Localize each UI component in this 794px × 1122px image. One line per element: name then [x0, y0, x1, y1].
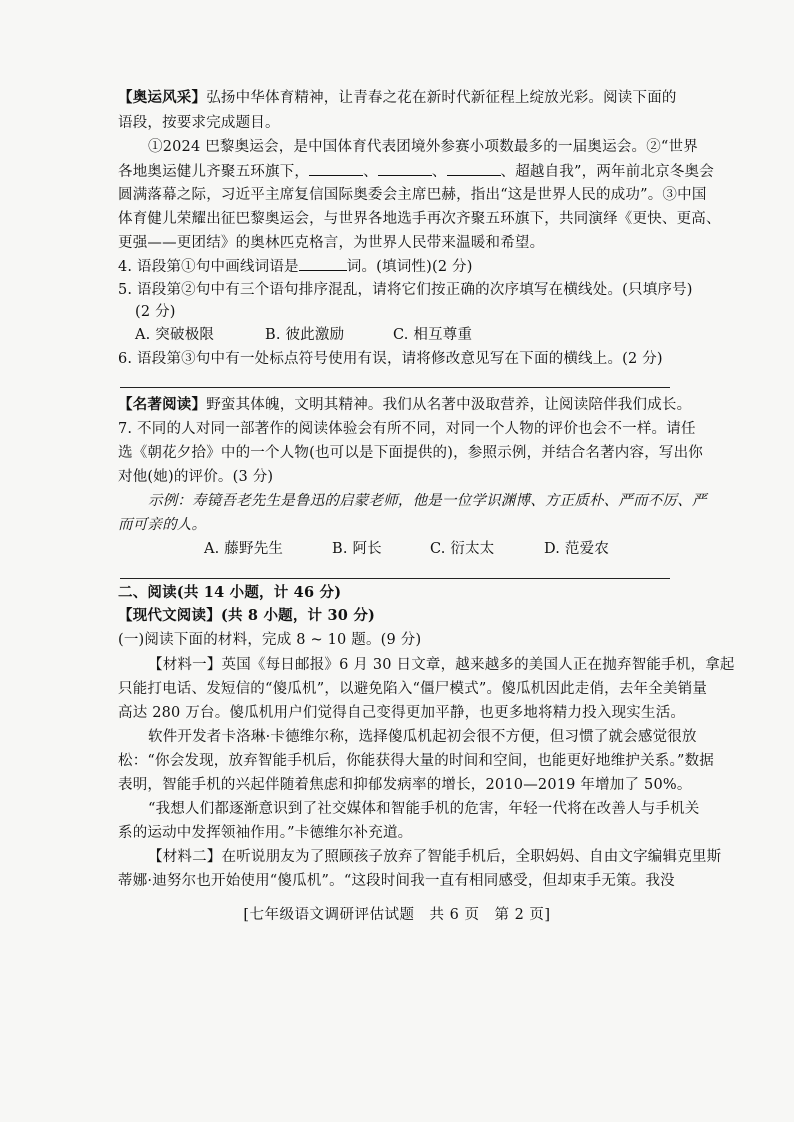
classics-intro — [118, 395, 692, 415]
question-5-line1: 5. 语段第②句中有三个语句排序混乱，请将它们按正确的次序填写在横线处。(只填序号) — [118, 282, 693, 298]
material2-line1: 【材料二】在听说朋友为了照顾孩子放弃了智能手机后，全职妈妈、自由文字编辑克里斯 — [148, 849, 722, 865]
part-one-instruction: (一)阅读下面的材料，完成 8 ~ 10 题。(9 分) — [118, 632, 422, 648]
section-header-olympics: 【奥运风采】 — [118, 89, 207, 106]
answer-line-q6[interactable] — [120, 387, 670, 388]
modern-reading-label: 【现代文阅读】(共 8 小题，计 30 分) — [118, 607, 376, 624]
olympics-para-line3: 圆满落幕之际，习近平主席复信国际奥委会主席巴赫，指出“这是世界人民的成功”。③中国 — [118, 187, 707, 203]
option-d-fan-ainong: D. 范爱农 — [544, 541, 610, 557]
material1-line3: 高达 280 万台。傻瓜机用户们觉得自己变得更加平静，也更多地将精力投入现实生活。 — [118, 705, 686, 721]
question-4 — [118, 256, 678, 277]
material1-line6: 表明，智能手机的兴起伴随着焦虑和抑郁发病率的增长，2010—2019 年增加了 50%。 — [118, 777, 692, 793]
olympics-para-line1: ①2024 巴黎奥运会，是中国体育代表团境外参赛小项数最多的一届奥运会。②“世界 — [148, 139, 698, 155]
olympics-para-line4: 体育健儿荣耀出征巴黎奥运会，与世界各地选手再次齐聚五环旗下，共同演绎《更快、更高、 — [118, 211, 721, 227]
classics-intro-text: 野蛮其体魄，文明其精神。我们从名著中汲取营养，让阅读陪伴我们成长。 — [206, 397, 692, 413]
fill-blank-1[interactable] — [309, 161, 363, 176]
fill-blank-2[interactable] — [378, 161, 432, 176]
material1-line1: 【材料一】英国《每日邮报》6 月 30 日文章，越来越多的美国人正在抛弃智能手机，拿起 — [148, 657, 735, 673]
question-5-line2: (2 分) — [135, 304, 176, 320]
fill-blank-3[interactable] — [447, 161, 501, 176]
question-4-answer-blank[interactable] — [299, 256, 347, 271]
example-line1: 示例：寿镜吾老先生是鲁迅的启蒙老师，他是一位学识渊博、方正质朴、严而不厉、严 — [148, 493, 707, 509]
material1-line7: “我想人们都逐渐意识到了社交媒体和智能手机的危害，年轻一代将在改善人与手机关 — [148, 801, 700, 817]
example-line2: 而可亲的人。 — [118, 517, 207, 533]
olympics-para-line5: 更强——更团结》的奥林匹克格言，为世界人民带来温暖和希望。 — [118, 235, 545, 251]
modern-reading-header — [118, 606, 678, 626]
question-4-instruction: 词。(填词性)(2 分) — [346, 259, 473, 275]
olympics-intro-line1 — [118, 88, 678, 108]
material1-line2: 只能打电话、发短信的“傻瓜机”，以避免陷入“僵尸模式”。傻瓜机因此走俏，去年全美销量 — [118, 681, 708, 697]
option-c: C. 相互尊重 — [393, 327, 473, 343]
page-footer: [七年级语文调研评估试题 共 6 页 第 2 页] — [243, 907, 551, 923]
reading-section-title: 二、阅读(共 14 小题，计 46 分) — [118, 584, 342, 601]
option-b: B. 彼此激励 — [265, 327, 345, 343]
question-7-line1: 7. 不同的人对同一部著作的阅读体验会有所不同，对同一个人物的评价也会不一样。请任 — [118, 421, 696, 437]
material2-line2: 蒂娜·迪努尔也开始使用“傻瓜机”。“这段时间我一直有相同感受，但却束手无策。我没 — [118, 873, 675, 889]
section-header-classics: 【名著阅读】 — [118, 396, 207, 413]
option-a-teng-ye: A. 藤野先生 — [204, 541, 284, 557]
olympics-para-line2: 各地奥运健儿齐聚五环旗下， 、 、 、超越自我”，两年前北京冬奥会 — [118, 161, 678, 182]
answer-line-q7[interactable] — [120, 578, 670, 579]
question-6: 6. 语段第③句中有一处标点符号使用有误，请将修改意见写在下面的横线上。(2 分) — [118, 351, 663, 367]
question-7-line3: 对他(她)的评价。(3 分) — [118, 469, 274, 485]
olympics-intro-text: 弘扬中华体育精神，让青春之花在新时代新征程上绽放光彩。阅读下面的 — [206, 90, 677, 106]
option-a: A. 突破极限 — [135, 327, 215, 343]
material1-line5: 松：“你会发现，放弃智能手机后，你能获得大量的时间和空间，也能更好地维护关系。”数据 — [118, 753, 714, 769]
material1-line8: 系的运动中发挥领袖作用。”卡德维尔补充道。 — [118, 825, 413, 841]
question-7-line2: 选《朝花夕拾》中的一个人物(也可以是下面提供的)，参照示例，并结合名著内容，写出你 — [118, 445, 704, 461]
option-c-yan-taitai: C. 衍太太 — [430, 541, 495, 557]
material1-line4: 软件开发者卡洛琳·卡德维尔称，选择傻瓜机起初会很不方便，但习惯了就会感觉很放 — [148, 729, 697, 745]
olympics-intro-line2: 语段，按要求完成题目。 — [118, 115, 280, 131]
question-4-text: 4. 语段第①句中画线词语是 — [118, 259, 299, 275]
option-b-a-chang: B. 阿长 — [332, 541, 382, 557]
olympics-para-line2-end: 、超越自我”，两年前北京冬奥会 — [500, 164, 714, 180]
olympics-para-line2-start: 各地奥运健儿齐聚五环旗下， — [118, 164, 310, 180]
